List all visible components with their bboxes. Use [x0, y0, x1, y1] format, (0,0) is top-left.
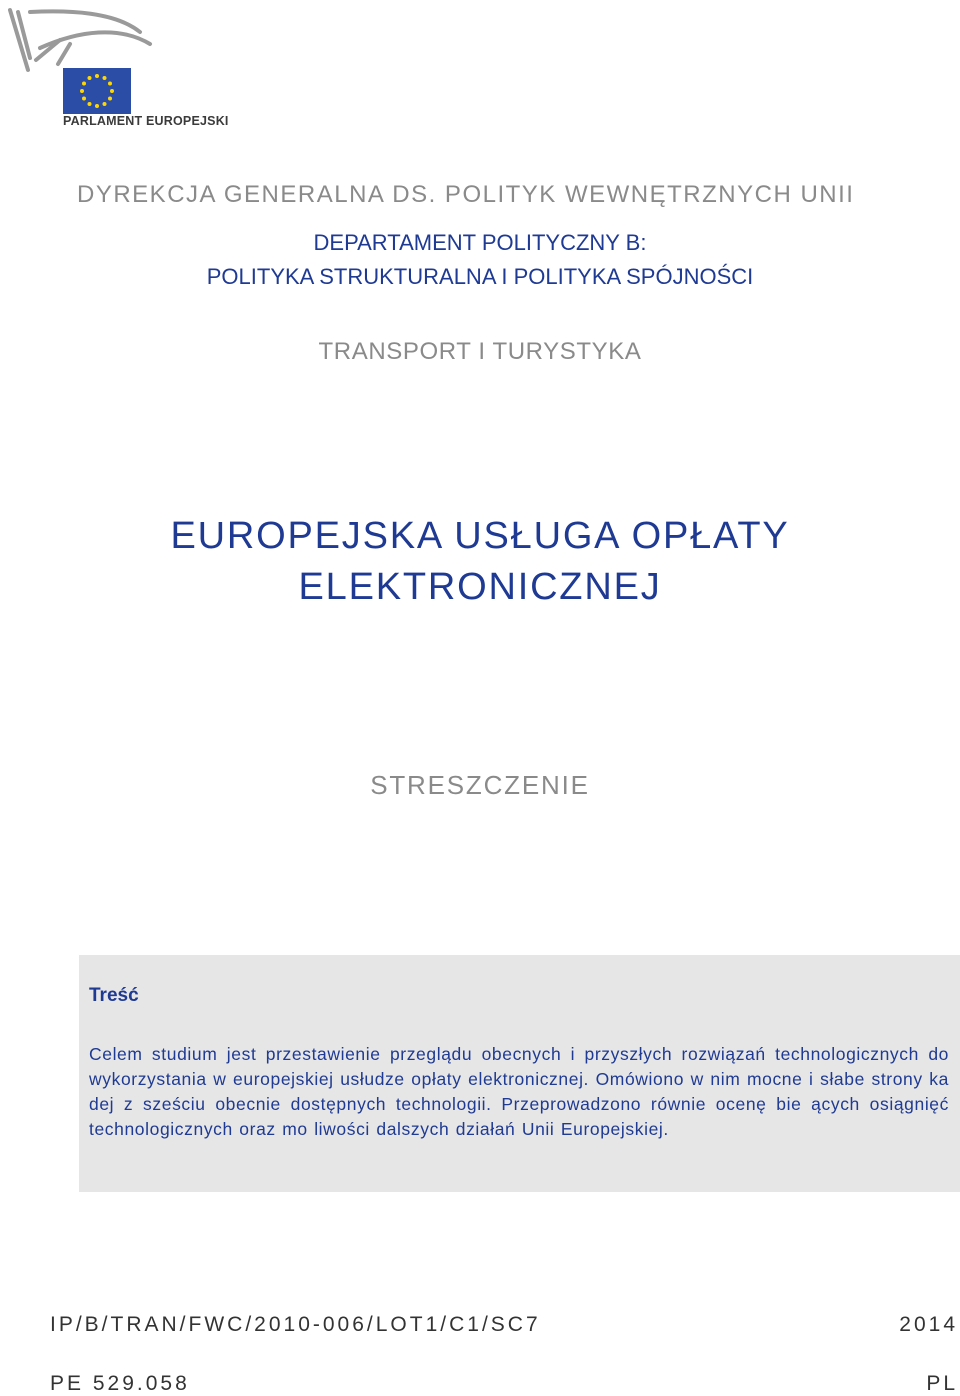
eu-star-icon — [108, 82, 112, 86]
document-title-line-2: ELEKTRONICZNEJ — [298, 566, 662, 608]
parliament-name: PARLAMENT EUROPEJSKI — [63, 114, 229, 128]
sector-name: TRANSPORT I TURYSTYKA — [318, 338, 642, 365]
eu-star-icon — [95, 74, 99, 78]
document-title-line-1: EUROPEJSKA USŁUGA OPŁATY — [170, 515, 790, 557]
language-code: PL — [926, 1372, 958, 1395]
eu-star-icon — [82, 82, 86, 86]
abstract-panel — [79, 955, 960, 1192]
eu-star-icon — [95, 104, 99, 108]
abstract-body: Celem studium jest przestawienie przeglądu obecnych i przyszłych rozwiązań technologicznych do wykorzystania w europejskiej usłudze opłaty elektronicznej. Omówiono w nim mocne i słabe strony ka dej z sześciu obecnie dostępnych technologii. Przeprowadzono równie ocenę bie ących osiągnięć technologicznych oraz mo liwości dalszych działań Unii Europejskiej. — [89, 1044, 949, 1139]
eu-star-icon — [88, 102, 92, 106]
parliament-logo — [0, 0, 230, 140]
eu-star-icon — [88, 76, 92, 80]
document-type: STRESZCZENIE — [370, 770, 590, 800]
pe-number: PE 529.058 — [50, 1372, 190, 1395]
eu-star-icon — [82, 97, 86, 101]
department-line-1: DEPARTAMENT POLITYCZNY B: — [313, 230, 647, 255]
eu-star-icon — [103, 76, 107, 80]
eu-star-icon — [110, 89, 114, 93]
eu-star-icon — [103, 102, 107, 106]
directorate-name: DYREKCJA GENERALNA DS. POLITYK WEWNĘTRZNYCH UNII — [77, 181, 855, 208]
abstract-heading: Treść — [89, 985, 139, 1006]
eu-star-icon — [80, 89, 84, 93]
eu-star-icon — [108, 97, 112, 101]
department-line-2: POLITYKA STRUKTURALNA I POLITYKA SPÓJNOŚCI — [206, 264, 754, 289]
publication-year: 2014 — [899, 1313, 958, 1336]
document-reference: IP/B/TRAN/FWC/2010-006/LOT1/C1/SC7 — [50, 1313, 541, 1336]
